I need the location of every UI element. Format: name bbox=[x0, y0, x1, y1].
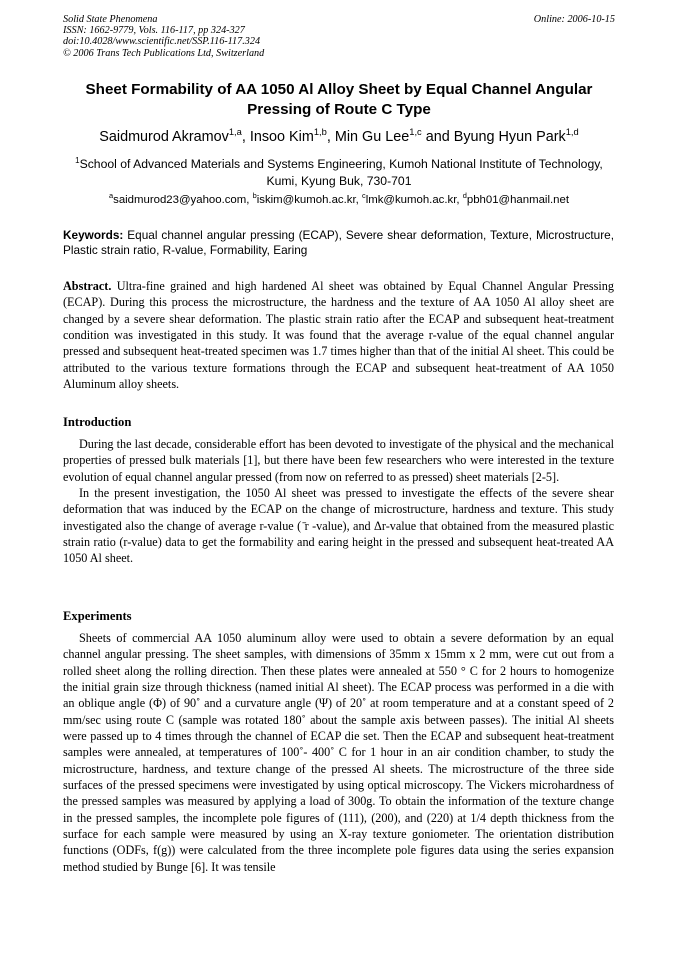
copyright-line: © 2006 Trans Tech Publications Ltd, Switzerland bbox=[63, 47, 265, 59]
email: $^a$saidmurod23@yahoo.com, bbox=[109, 191, 253, 206]
keywords: Keywords: Equal channel angular pressing (ECAP), Severe shear deformation, Texture, Microstructure, Plastic strain ratio, R-value, Formability, Earing bbox=[63, 228, 614, 257]
experiments-body bbox=[63, 630, 614, 875]
author: Saidmurod Akramov$^{1,a}$, bbox=[99, 127, 250, 145]
affiliation: $^1$School of Advanced Materials and Systems Engineering, Kumoh National Institute of Technology, Kumi, Kyung Buk, 730-701 bbox=[75, 155, 603, 188]
introduction-body bbox=[63, 436, 614, 567]
paper-title: Sheet Formability of AA 1050 Al Alloy Sheet by Equal Channel Angular Pressing of Route C Type bbox=[85, 81, 593, 118]
doi-line: doi:10.4028/www.scientific.net/SSP.116-117.324 bbox=[63, 36, 261, 48]
email: $^b$iskim@kumoh.ac.kr, bbox=[252, 191, 362, 206]
abstract: Abstract. Ultra-fine grained and high hardened Al sheet was obtained by Equal Channel Angular Pressing (ECAP). During this process the microstructure, the hardness and the texture of AA 1050 Al alloy sheet are changed by a severe shear deformation. The plastic strain ratio after the ECAP and subsequent heat-treatment condition was investigated in this study. It was found that the average r-value of the equal channel angular pressed and subsequent heat-treated specimen was 1.7 times higher than that of the initial Al sheet. This could be attributed to the various texture formations through the ECAP and subsequent heat-treatment of AA 1050 Aluminum alloy sheets. bbox=[63, 279, 614, 392]
paragraph: Sheets of commercial AA 1050 aluminum alloy were used to obtain a severe deformation by an equal channel angular pressing. The sheet samples, with dimensions of 35mm x 15mm x 2 mm, were cut out from a rolled sheet along the rolling direction. Then these plates were annealed at 550 ° C for 2 hours to homogenize the initial grain size through thickness (named initial Al sheet). The ECAP process was performed in a die with an oblique angle (Φ) of 90˚ and a curvature angle (Ψ) of 20˚ at room temperature and at a constant speed of 2 mm/sec using route C (sample was rotated 180˚ about the sample axis between passes). The initial Al sheets were passed up to 4 times through the channel of ECAP die set. Then the ECAP and subsequent heat-treatment samples were annealed, at temperatures of 100˚- 400˚ C for 1 hour in an air condition chamber, to study the microstructure, hardness, and texture change of the pressed Al sheets. The microstructure of the three side surfaces of the pressed specimens were investigated by using optical microscopy. The Vickers microhardness of the pressed samples was measured by applying a load of 300g. To obtain the information of the texture change in the pressed samples, the incomplete pole figures of (111), (200), and (220) at 1/4 depth thickness from the surface for each sample were measured by using an X-ray texture goniometer. The orientation distribution functions (ODFs, f(g)) were calculated from the three incomplete pole figures data using the series expansion method studied by Bunge [6]. It was tensile bbox=[63, 631, 614, 874]
journal-name: Solid State Phenomena bbox=[63, 14, 158, 25]
abstract-label: Abstract. bbox=[63, 279, 112, 293]
author: Insoo Kim$^{1,b}$, bbox=[249, 127, 335, 145]
email: $^c$lmk@kumoh.ac.kr, bbox=[362, 191, 463, 206]
author-list bbox=[40, 128, 638, 146]
email: $^d$pbh01@hanmail.net bbox=[462, 191, 569, 206]
issn-line: ISSN: 1662-9779, Vols. 116-117, pp 324-327 bbox=[63, 25, 245, 37]
online-date: Online: 2006-10-15 bbox=[533, 14, 615, 25]
paragraph: During the last decade, considerable effort has been devoted to investigate of the physical and the mechanical properties of pressed bulk materials [1], but there have been few researchers who were interested in the texture evolution of equal channel angular pressed (from now on referred to as pressed) sheet materials [2-5]. bbox=[63, 437, 614, 484]
paragraph: In the present investigation, the 1050 Al sheet was pressed to investigate the effects of the severe shear deformation that was induced by the ECAP on the change of microstructure, hardness and texture. This study investigated also the change of average r-value ( ̄r -value), and Δr-value that obtained from the measured plastic strain ratio (r-value) data to get the formability and earing height in the pressed and subsequent heat-treated AA 1050 Al sheet. bbox=[63, 486, 614, 566]
keywords-label: Keywords: bbox=[63, 228, 124, 242]
author: Min Gu Lee$^{1,c}$ and bbox=[334, 127, 454, 145]
journal-header bbox=[63, 14, 615, 59]
section-heading-experiments: Experiments bbox=[63, 609, 132, 623]
author: Byung Hyun Park$^{1,d}$ bbox=[453, 127, 579, 145]
section-heading-introduction: Introduction bbox=[63, 415, 132, 429]
email-list bbox=[40, 193, 638, 207]
